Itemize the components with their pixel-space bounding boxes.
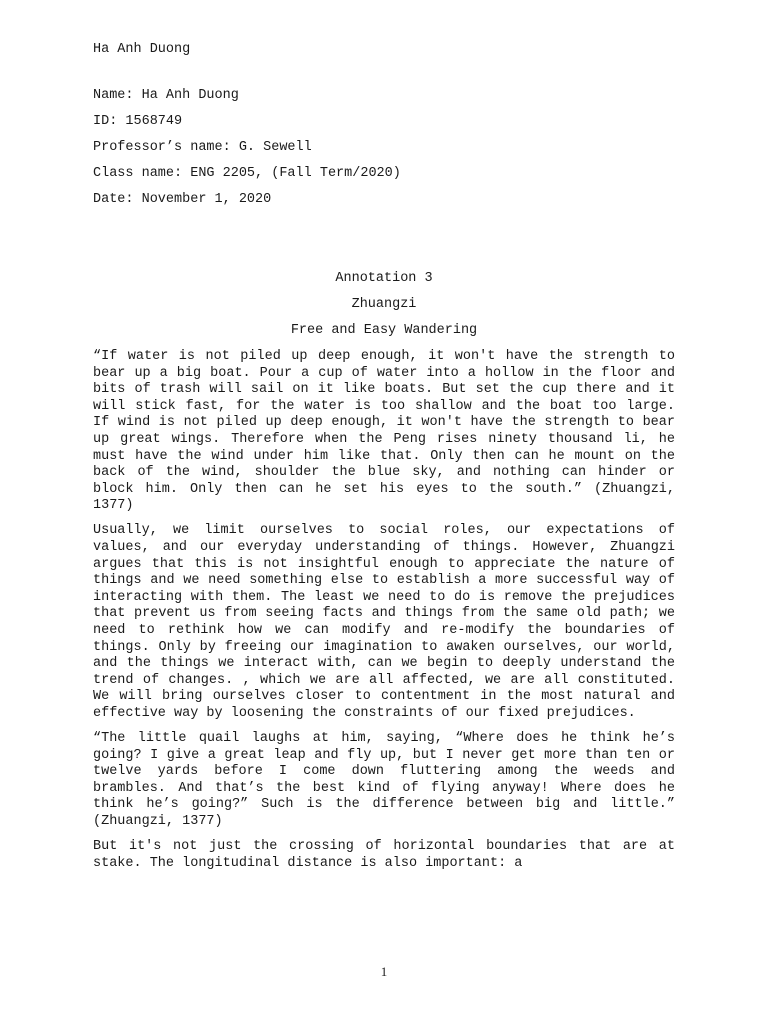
body-text [93,349,675,881]
annotation-title: Annotation 3 [335,271,433,286]
chapter-title: Free and Easy Wandering [290,323,478,338]
subject-title: Zhuangzi [351,297,417,312]
student-name-line: Name: Ha Anh Duong [93,88,239,103]
analysis-paragraph-2: But it's not just the crossing of horizontal boundaries that are at stake. The longitudinal distance is also important: a [93,839,675,871]
page-number: 1 [380,964,388,979]
student-info-block [93,87,401,217]
running-header-author: Ha Anh Duong [93,42,191,57]
title-block [93,270,675,348]
quote-paragraph-2: “The little quail laughs at him, saying, “Where does he think he’s going? I give a great leap and fly up, but I never get more than ten or twelve yards before I come down fluttering among the weeds and brambles. And that’s the best kind of flying anyway! Where does he think he’s going?” Such is the difference between big and little.” (Zhuangzi, 1377) [93,731,675,830]
date-line: Date: November 1, 2020 [93,192,272,207]
class-line: Class name: ENG 2205, (Fall Term/2020) [93,166,401,181]
analysis-paragraph-1: Usually, we limit ourselves to social roles, our expectations of values, and our everyday understanding of things. However, Zhuangzi argues that this is not insightful enough to appreciate the nature of things and we need something else to establish a more successful way of interacting with them. The least we need to do is remove the prejudices that prevent us from seeing facts and things from the same old path; we need to rethink how we can modify and re-modify the boundaries of things. Only by freeing our imagination to awaken ourselves, our world, and the things we interact with, can we begin to deeply understand the trend of changes. , which we are all affected, we are all constituted. We will bring ourselves closer to contentment in the most natural and effective way by loosening the constraints of our fixed prejudices. [93,523,675,721]
professor-line: Professor’s name: G. Sewell [93,140,312,155]
quote-paragraph-1: “If water is not piled up deep enough, it won't have the strength to bear up a big boat. Pour a cup of water into a hollow in the floor and bits of trash will sail on it like boats. But set the cup there and it will stick fast, for the water is too shallow and the boat too large. If wind is not piled up deep enough, it won't have the strength to bear up great wings. Therefore when the Peng rises ninety thousand li, he must have the wind under him like that. Only then can he mount on the back of the wind, shoulder the blue sky, and nothing can hinder or block him. Only then can he set his eyes to the south.” (Zhuangzi, 1377) [93,349,675,514]
student-id-line: ID: 1568749 [93,114,183,129]
